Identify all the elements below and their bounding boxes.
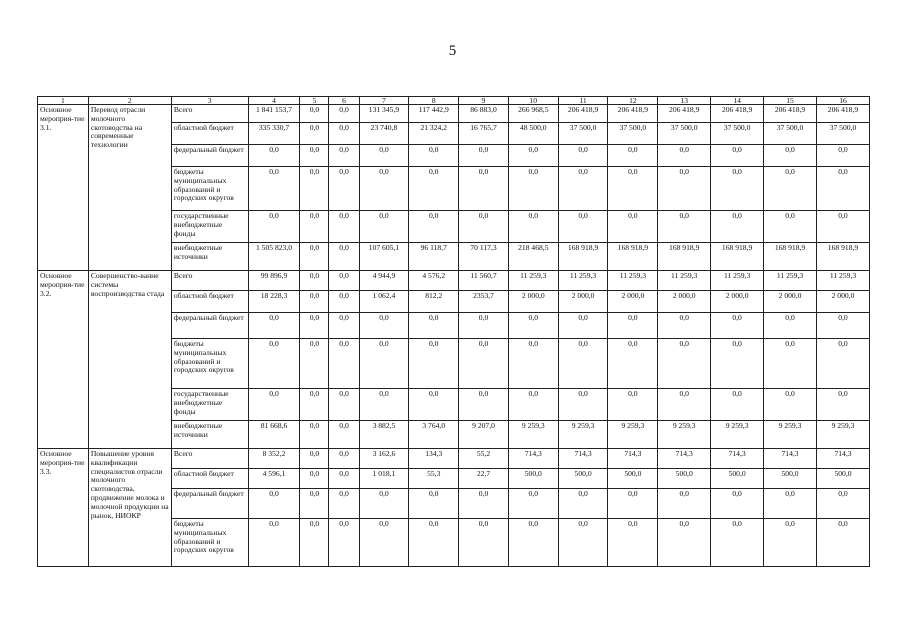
- value-cell: 0,0: [300, 123, 329, 145]
- value-cell: 500,0: [508, 469, 558, 489]
- header-cell: 14: [711, 97, 764, 105]
- value-cell: 0,0: [300, 421, 329, 449]
- value-cell: 37 500,0: [608, 123, 658, 145]
- value-cell: 0,0: [300, 145, 329, 167]
- value-cell: 714,3: [558, 449, 608, 469]
- value-cell: 0,0: [558, 389, 608, 421]
- table-row: [38, 105, 870, 123]
- value-cell: 11 259,3: [711, 271, 764, 291]
- value-cell: 0,0: [764, 339, 817, 389]
- value-cell: 0,0: [658, 211, 711, 243]
- value-cell: 0,0: [459, 389, 509, 421]
- value-cell: 500,0: [816, 469, 869, 489]
- header-cell: 11: [558, 97, 608, 105]
- value-cell: 4 596,1: [248, 469, 300, 489]
- value-cell: 2 000,0: [816, 291, 869, 313]
- value-cell: 0,0: [359, 313, 409, 339]
- value-cell: 2 000,0: [608, 291, 658, 313]
- value-cell: 11 259,3: [764, 271, 817, 291]
- value-cell: 0,0: [558, 145, 608, 167]
- value-cell: 0,0: [816, 211, 869, 243]
- value-cell: 0,0: [329, 167, 359, 211]
- value-cell: 0,0: [459, 167, 509, 211]
- header-cell: 12: [608, 97, 658, 105]
- value-cell: 0,0: [658, 167, 711, 211]
- funding-source: бюджеты муниципальных образований и городских округов: [171, 519, 248, 567]
- value-cell: 0,0: [329, 389, 359, 421]
- value-cell: 0,0: [508, 167, 558, 211]
- header-cell: 8: [409, 97, 459, 105]
- value-cell: 37 500,0: [558, 123, 608, 145]
- value-cell: 55,2: [459, 449, 509, 469]
- value-cell: 0,0: [459, 211, 509, 243]
- value-cell: 0,0: [816, 389, 869, 421]
- value-cell: 218 468,5: [508, 243, 558, 271]
- value-cell: 1 505 823,0: [248, 243, 300, 271]
- value-cell: 0,0: [329, 469, 359, 489]
- funding-source: федеральный бюджет: [171, 489, 248, 519]
- value-cell: 714,3: [608, 449, 658, 469]
- value-cell: 0,0: [409, 167, 459, 211]
- header-cell: 2: [88, 97, 171, 105]
- value-cell: 0,0: [329, 105, 359, 123]
- value-cell: 0,0: [409, 339, 459, 389]
- value-cell: 96 118,7: [409, 243, 459, 271]
- value-cell: 70 117,3: [459, 243, 509, 271]
- value-cell: 0,0: [608, 211, 658, 243]
- funding-source: государственные внебюджетные фонды: [171, 211, 248, 243]
- value-cell: 812,2: [409, 291, 459, 313]
- value-cell: 0,0: [508, 211, 558, 243]
- value-cell: 0,0: [329, 339, 359, 389]
- funding-source: государственные внебюджетные фонды: [171, 389, 248, 421]
- value-cell: 0,0: [508, 519, 558, 567]
- funding-source: Всего: [171, 449, 248, 469]
- value-cell: 2 000,0: [764, 291, 817, 313]
- header-cell: 10: [508, 97, 558, 105]
- value-cell: 0,0: [711, 211, 764, 243]
- value-cell: 0,0: [558, 339, 608, 389]
- value-cell: 714,3: [711, 449, 764, 469]
- value-cell: 0,0: [300, 243, 329, 271]
- value-cell: 0,0: [329, 211, 359, 243]
- value-cell: 0,0: [711, 489, 764, 519]
- value-cell: 0,0: [329, 519, 359, 567]
- value-cell: 0,0: [658, 145, 711, 167]
- header-cell: 9: [459, 97, 509, 105]
- value-cell: 134,3: [409, 449, 459, 469]
- value-cell: 0,0: [816, 145, 869, 167]
- value-cell: 168 918,9: [658, 243, 711, 271]
- measure-code: Основное мероприя-тие 3.1.: [38, 105, 89, 271]
- header-cell: 3: [171, 97, 248, 105]
- value-cell: 9 259,3: [658, 421, 711, 449]
- value-cell: 0,0: [359, 145, 409, 167]
- table-body: [38, 97, 870, 567]
- value-cell: 11 259,3: [816, 271, 869, 291]
- funding-source: федеральный бюджет: [171, 145, 248, 167]
- value-cell: 37 500,0: [764, 123, 817, 145]
- value-cell: 500,0: [608, 469, 658, 489]
- header-cell: 16: [816, 97, 869, 105]
- measure-name: Совершенство-вание системы воспроизводства стада: [88, 271, 171, 449]
- funding-source: Всего: [171, 271, 248, 291]
- value-cell: 500,0: [658, 469, 711, 489]
- value-cell: 0,0: [658, 313, 711, 339]
- value-cell: 2 000,0: [558, 291, 608, 313]
- value-cell: 0,0: [329, 243, 359, 271]
- value-cell: 11 259,3: [508, 271, 558, 291]
- value-cell: 206 418,9: [558, 105, 608, 123]
- value-cell: 714,3: [658, 449, 711, 469]
- value-cell: 0,0: [359, 211, 409, 243]
- value-cell: 0,0: [359, 519, 409, 567]
- value-cell: 0,0: [711, 167, 764, 211]
- value-cell: 0,0: [300, 469, 329, 489]
- value-cell: 11 560,7: [459, 271, 509, 291]
- value-cell: 0,0: [816, 167, 869, 211]
- value-cell: 0,0: [300, 211, 329, 243]
- value-cell: 0,0: [764, 211, 817, 243]
- value-cell: 0,0: [711, 389, 764, 421]
- value-cell: 0,0: [459, 145, 509, 167]
- value-cell: 0,0: [764, 167, 817, 211]
- value-cell: 23 740,8: [359, 123, 409, 145]
- value-cell: 0,0: [658, 519, 711, 567]
- value-cell: 0,0: [608, 145, 658, 167]
- value-cell: 86 883,0: [459, 105, 509, 123]
- value-cell: 0,0: [329, 313, 359, 339]
- value-cell: 0,0: [608, 167, 658, 211]
- value-cell: 0,0: [608, 519, 658, 567]
- value-cell: 0,0: [608, 389, 658, 421]
- value-cell: 3 764,0: [409, 421, 459, 449]
- value-cell: 0,0: [508, 489, 558, 519]
- value-cell: 0,0: [816, 339, 869, 389]
- budget-table: [37, 96, 870, 567]
- value-cell: 9 259,3: [508, 421, 558, 449]
- value-cell: 9 259,3: [558, 421, 608, 449]
- funding-source: областной бюджет: [171, 291, 248, 313]
- value-cell: 21 324,2: [409, 123, 459, 145]
- value-cell: 0,0: [508, 339, 558, 389]
- value-cell: 9 259,3: [764, 421, 817, 449]
- value-cell: 117 442,9: [409, 105, 459, 123]
- value-cell: 11 259,3: [658, 271, 711, 291]
- value-cell: 0,0: [711, 519, 764, 567]
- value-cell: 0,0: [248, 339, 300, 389]
- value-cell: 206 418,9: [764, 105, 817, 123]
- value-cell: 335 330,7: [248, 123, 300, 145]
- value-cell: 0,0: [409, 519, 459, 567]
- header-cell: 15: [764, 97, 817, 105]
- value-cell: 37 500,0: [711, 123, 764, 145]
- value-cell: 0,0: [558, 519, 608, 567]
- table-row: [38, 271, 870, 291]
- value-cell: 107 605,1: [359, 243, 409, 271]
- value-cell: 714,3: [816, 449, 869, 469]
- value-cell: 131 345,9: [359, 105, 409, 123]
- value-cell: 9 259,3: [711, 421, 764, 449]
- funding-source: Всего: [171, 105, 248, 123]
- value-cell: 500,0: [711, 469, 764, 489]
- value-cell: 4 576,2: [409, 271, 459, 291]
- value-cell: 206 418,9: [658, 105, 711, 123]
- header-row: [38, 97, 870, 105]
- value-cell: 3 162,6: [359, 449, 409, 469]
- value-cell: 0,0: [608, 313, 658, 339]
- value-cell: 0,0: [409, 211, 459, 243]
- value-cell: 0,0: [300, 519, 329, 567]
- value-cell: 0,0: [558, 313, 608, 339]
- value-cell: 99 896,9: [248, 271, 300, 291]
- value-cell: 0,0: [459, 519, 509, 567]
- value-cell: 0,0: [508, 313, 558, 339]
- value-cell: 0,0: [300, 339, 329, 389]
- value-cell: 0,0: [608, 339, 658, 389]
- value-cell: 0,0: [359, 339, 409, 389]
- value-cell: 2 000,0: [711, 291, 764, 313]
- table-row: [38, 449, 870, 469]
- value-cell: 0,0: [409, 389, 459, 421]
- value-cell: 0,0: [459, 489, 509, 519]
- value-cell: 206 418,9: [711, 105, 764, 123]
- value-cell: 0,0: [409, 145, 459, 167]
- value-cell: 0,0: [608, 489, 658, 519]
- header-cell: 1: [38, 97, 89, 105]
- value-cell: 0,0: [300, 449, 329, 469]
- value-cell: 3 882,5: [359, 421, 409, 449]
- measure-code: Основное мероприя-тие 3.3.: [38, 449, 89, 567]
- value-cell: 0,0: [248, 519, 300, 567]
- funding-source: бюджеты муниципальных образований и городских округов: [171, 167, 248, 211]
- value-cell: 0,0: [764, 489, 817, 519]
- value-cell: 2 000,0: [658, 291, 711, 313]
- value-cell: 0,0: [329, 291, 359, 313]
- funding-source: бюджеты муниципальных образований и городских округов: [171, 339, 248, 389]
- value-cell: 1 841 153,7: [248, 105, 300, 123]
- value-cell: 0,0: [359, 389, 409, 421]
- value-cell: 0,0: [558, 167, 608, 211]
- funding-source: федеральный бюджет: [171, 313, 248, 339]
- value-cell: 2 000,0: [508, 291, 558, 313]
- value-cell: 0,0: [459, 339, 509, 389]
- value-cell: 81 668,6: [248, 421, 300, 449]
- value-cell: 0,0: [658, 389, 711, 421]
- value-cell: 0,0: [329, 421, 359, 449]
- funding-source: внебюджетные источники: [171, 421, 248, 449]
- value-cell: 168 918,9: [711, 243, 764, 271]
- value-cell: 0,0: [658, 489, 711, 519]
- value-cell: 0,0: [300, 271, 329, 291]
- value-cell: 4 944,9: [359, 271, 409, 291]
- value-cell: 0,0: [711, 145, 764, 167]
- value-cell: 0,0: [248, 389, 300, 421]
- value-cell: 18 228,3: [248, 291, 300, 313]
- value-cell: 0,0: [329, 145, 359, 167]
- value-cell: 0,0: [658, 339, 711, 389]
- value-cell: 168 918,9: [816, 243, 869, 271]
- value-cell: 0,0: [816, 313, 869, 339]
- value-cell: 168 918,9: [608, 243, 658, 271]
- header-cell: 4: [248, 97, 300, 105]
- value-cell: 37 500,0: [816, 123, 869, 145]
- page-number: 5: [448, 43, 457, 59]
- value-cell: 0,0: [409, 313, 459, 339]
- value-cell: 0,0: [300, 291, 329, 313]
- value-cell: 8 352,2: [248, 449, 300, 469]
- value-cell: 0,0: [300, 167, 329, 211]
- value-cell: 0,0: [508, 145, 558, 167]
- value-cell: 0,0: [248, 489, 300, 519]
- value-cell: 9 259,3: [608, 421, 658, 449]
- value-cell: 11 259,3: [608, 271, 658, 291]
- value-cell: 0,0: [508, 389, 558, 421]
- value-cell: 11 259,3: [558, 271, 608, 291]
- header-cell: 5: [300, 97, 329, 105]
- value-cell: 0,0: [329, 489, 359, 519]
- value-cell: 0,0: [711, 339, 764, 389]
- value-cell: 168 918,9: [558, 243, 608, 271]
- value-cell: 9 207,0: [459, 421, 509, 449]
- value-cell: 0,0: [816, 519, 869, 567]
- value-cell: 0,0: [248, 211, 300, 243]
- value-cell: 0,0: [359, 489, 409, 519]
- value-cell: 9 259,3: [816, 421, 869, 449]
- value-cell: 0,0: [329, 123, 359, 145]
- funding-source: внебюджетные источники: [171, 243, 248, 271]
- value-cell: 1 018,1: [359, 469, 409, 489]
- value-cell: 0,0: [359, 167, 409, 211]
- value-cell: 0,0: [300, 489, 329, 519]
- value-cell: 714,3: [508, 449, 558, 469]
- value-cell: 0,0: [764, 145, 817, 167]
- value-cell: 0,0: [711, 313, 764, 339]
- value-cell: 16 765,7: [459, 123, 509, 145]
- value-cell: 1 062,4: [359, 291, 409, 313]
- value-cell: 206 418,9: [816, 105, 869, 123]
- funding-source: областной бюджет: [171, 123, 248, 145]
- value-cell: 0,0: [248, 167, 300, 211]
- value-cell: 48 500,0: [508, 123, 558, 145]
- value-cell: 0,0: [248, 313, 300, 339]
- funding-source: областной бюджет: [171, 469, 248, 489]
- value-cell: 0,0: [329, 449, 359, 469]
- value-cell: 0,0: [764, 313, 817, 339]
- value-cell: 2353,7: [459, 291, 509, 313]
- value-cell: 0,0: [409, 489, 459, 519]
- value-cell: 0,0: [816, 489, 869, 519]
- value-cell: 0,0: [300, 389, 329, 421]
- measure-name: Перевод отрасли молочного скотоводства на современные технологии: [88, 105, 171, 271]
- value-cell: 0,0: [300, 313, 329, 339]
- header-cell: 6: [329, 97, 359, 105]
- value-cell: 500,0: [558, 469, 608, 489]
- value-cell: 714,3: [764, 449, 817, 469]
- measure-code: Основное мероприя-тие 3.2.: [38, 271, 89, 449]
- value-cell: 0,0: [764, 519, 817, 567]
- value-cell: 0,0: [764, 389, 817, 421]
- header-cell: 7: [359, 97, 409, 105]
- measure-name: Повышение уровня квалификации специалистов отрасли молочного скотоводства, продвижение молока и молочной продукции на рынок, НИОКР: [88, 449, 171, 567]
- value-cell: 0,0: [329, 271, 359, 291]
- value-cell: 168 918,9: [764, 243, 817, 271]
- value-cell: 0,0: [558, 211, 608, 243]
- value-cell: 0,0: [558, 489, 608, 519]
- value-cell: 266 968,5: [508, 105, 558, 123]
- value-cell: 206 418,9: [608, 105, 658, 123]
- value-cell: 0,0: [248, 145, 300, 167]
- value-cell: 55,3: [409, 469, 459, 489]
- value-cell: 500,0: [764, 469, 817, 489]
- value-cell: 0,0: [459, 313, 509, 339]
- value-cell: 0,0: [300, 105, 329, 123]
- value-cell: 37 500,0: [658, 123, 711, 145]
- value-cell: 22,7: [459, 469, 509, 489]
- header-cell: 13: [658, 97, 711, 105]
